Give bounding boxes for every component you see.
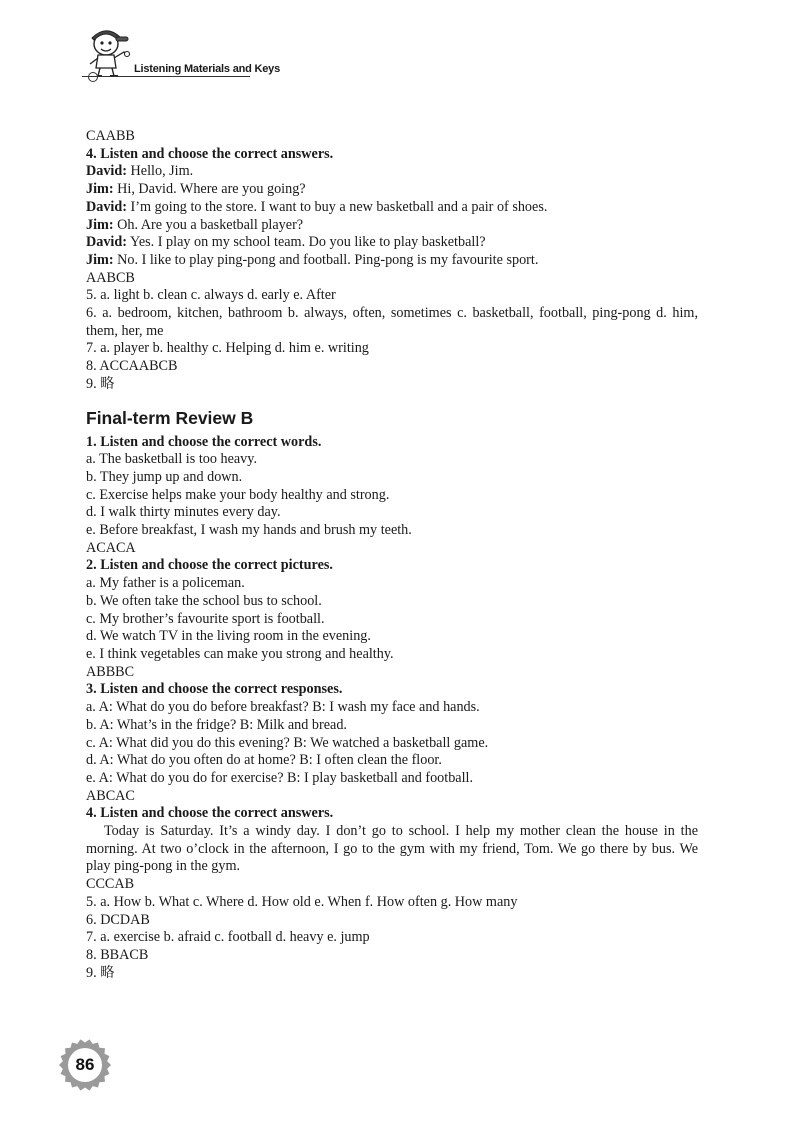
top_block-line: CAABB (86, 128, 135, 144)
dialogue-text: Oh. Are you a basketball player? (113, 216, 304, 233)
answer-key-content (86, 128, 698, 982)
bottom_block-line: 6. DCDAB (86, 911, 150, 928)
bottom_block-line: c. Exercise helps make your body healthy and strong. (86, 486, 390, 503)
bottom_block-line: 3. Listen and choose the correct responses. (86, 681, 343, 698)
speaker-label: David: (86, 198, 127, 215)
bottom_block-line: b. A: What’s in the fridge? B: Milk and bread. (86, 716, 347, 733)
bottom_block-line: 8. BBACB (86, 946, 149, 963)
dialogue-text: Hi, David. Where are you going? (113, 181, 306, 198)
bottom_block-line: 5. a. How b. What c. Where d. How old e. When f. How often g. How many (86, 893, 518, 910)
bottom_block-line: c. My brother’s favourite sport is football. (86, 610, 325, 627)
top_block-line: AABCB (86, 269, 135, 286)
bottom_block-line: e. I think vegetables can make you strong and healthy. (86, 645, 394, 662)
bottom_block-line: 1. Listen and choose the correct words. (86, 433, 322, 450)
bottom_block-line: ABCAC (86, 787, 135, 804)
mascot-icon (82, 28, 140, 78)
bottom_block-line: ACACA (86, 539, 136, 556)
section-title: Final-term Review B (86, 407, 254, 428)
top_block-line: 6. a. bedroom, kitchen, bathroom b. always, often, sometimes c. basketball, football, ping-pong d. him, them, her, me (86, 305, 698, 339)
bottom_block-line: CCCAB (86, 876, 135, 893)
top_block-line: 8. ACCAABCB (86, 358, 178, 375)
bottom_block-line: e. Before breakfast, I wash my hands and brush my teeth. (86, 522, 412, 539)
top_block-line: 5. a. light b. clean c. always d. early e. After (86, 287, 336, 304)
bottom-block (86, 434, 698, 983)
bottom_block-line: d. A: What do you often do at home? B: I often clean the floor. (86, 752, 442, 769)
bottom_block-line: a. My father is a policeman. (86, 575, 245, 592)
bottom_block-line: 9. 略 (86, 964, 115, 981)
bottom_block-line: d. I walk thirty minutes every day. (86, 504, 281, 521)
top_block-line (86, 163, 698, 181)
header-rule (82, 76, 250, 77)
header-rule-dot (88, 72, 98, 82)
top_block-line (86, 217, 698, 235)
page-number: 86 (75, 1055, 95, 1074)
top_block-line (86, 181, 698, 199)
bottom_block-line: 2. Listen and choose the correct pictures. (86, 557, 333, 574)
speaker-label: Jim: (86, 181, 114, 198)
bottom_block-line: ABBBC (86, 663, 135, 680)
bottom_block-line: a. A: What do you do before breakfast? B: I wash my face and hands. (86, 699, 480, 716)
bottom_block-line: b. We often take the school bus to school. (86, 592, 322, 609)
speaker-label: David: (86, 234, 127, 251)
top_block-line: 4. Listen and choose the correct answers. (86, 145, 334, 162)
bottom_block-line: e. A: What do you do for exercise? B: I play basketball and football. (86, 769, 474, 786)
speaker-label: David: (86, 163, 127, 180)
page-header (82, 28, 280, 80)
bottom_block-line: c. A: What did you do this evening? B: We watched a basketball game. (86, 734, 489, 751)
top-block (86, 128, 698, 394)
top_block-line (86, 252, 698, 270)
bottom_block-line: b. They jump up and down. (86, 468, 243, 485)
top_block-line (86, 199, 698, 217)
bottom_block-line: 4. Listen and choose the correct answers. (86, 805, 334, 822)
dialogue-text: No. I like to play ping-pong and football. Ping-pong is my favourite sport. (113, 251, 539, 268)
speaker-label: Jim: (86, 216, 114, 233)
dialogue-text: Yes. I play on my school team. Do you like to play basketball? (127, 234, 486, 251)
bottom_block-line: a. The basketball is too heavy. (86, 451, 257, 468)
top_block-line: 7. a. player b. healthy c. Helping d. him e. writing (86, 340, 369, 357)
dialogue-text: Hello, Jim. (127, 163, 194, 180)
bottom_block-line: 7. a. exercise b. afraid c. football d. heavy e. jump (86, 929, 370, 946)
top_block-line (86, 234, 698, 252)
bottom_block-line: Today is Saturday. It’s a windy day. I don’t go to school. I help my mother clean the house in the morning. At two o’clock in the afternoon, I go to the gym with my friend, Tom. We go there by bus. We play ping-pong in the gym. (86, 823, 698, 875)
top_block-line: 9. 略 (86, 375, 115, 392)
bottom_block-line: d. We watch TV in the living room in the evening. (86, 628, 371, 645)
speaker-label: Jim: (86, 251, 114, 268)
dialogue-text: I’m going to the store. I want to buy a new basketball and a pair of shoes. (127, 198, 548, 215)
header-title: Listening Materials and Keys (134, 63, 280, 75)
